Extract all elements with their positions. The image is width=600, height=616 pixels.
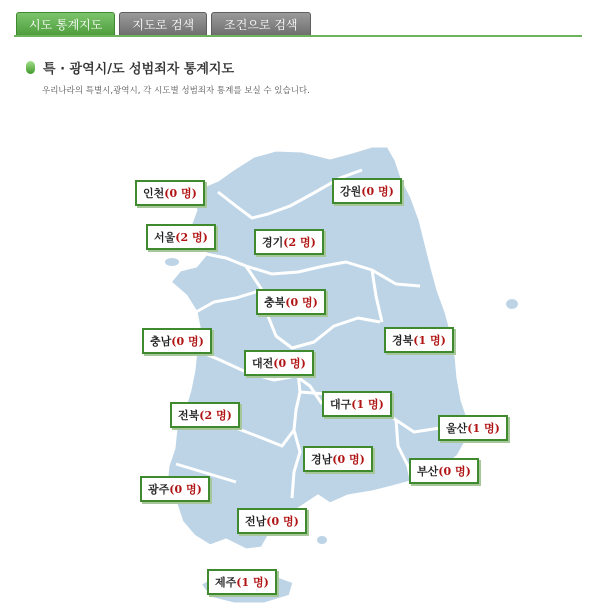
region-count: (1 명) <box>413 334 446 347</box>
region-name: 광주 <box>148 483 170 496</box>
region-label-chungnam[interactable] <box>142 328 212 354</box>
region-label-incheon[interactable] <box>135 180 205 206</box>
region-name: 경북 <box>392 334 414 347</box>
region-label-chungbuk[interactable] <box>256 289 326 315</box>
region-label-seoul[interactable] <box>146 224 216 250</box>
region-count: (2 명) <box>199 409 232 422</box>
region-label-gwangju[interactable] <box>140 476 210 502</box>
island-shape <box>165 258 179 266</box>
region-name: 강원 <box>340 185 362 198</box>
region-count: (2 명) <box>175 231 208 244</box>
region-count: (0 명) <box>164 187 197 200</box>
region-label-ulsan[interactable] <box>438 415 508 441</box>
region-name: 경기 <box>262 236 284 249</box>
region-label-jeonnam[interactable] <box>237 508 307 534</box>
tab-province-stats-map[interactable]: 시도 통계지도 <box>16 12 115 36</box>
region-count: (2 명) <box>283 236 316 249</box>
tab-search-by-conditions[interactable]: 조건으로 검색 <box>211 12 310 36</box>
region-label-busan[interactable] <box>409 458 479 484</box>
region-name: 충남 <box>150 335 172 348</box>
region-name: 충북 <box>264 296 286 309</box>
island-shape <box>317 536 327 544</box>
region-label-gyeongbuk[interactable] <box>384 327 454 353</box>
region-name: 서울 <box>154 231 176 244</box>
tab-search-by-map[interactable]: 지도로 검색 <box>119 12 207 36</box>
region-count: (0 명) <box>273 357 306 370</box>
region-name: 대구 <box>330 398 352 411</box>
page-description: 우리나라의 특별시,광역시, 각 시도별 성범죄자 통계를 보실 수 있습니다. <box>42 86 310 96</box>
region-count: (0 명) <box>171 335 204 348</box>
ulleungdo-shape <box>506 299 518 309</box>
region-label-jeju[interactable] <box>207 569 277 595</box>
region-count: (0 명) <box>285 296 318 309</box>
region-count: (1 명) <box>351 398 384 411</box>
region-count: (1 명) <box>236 576 269 589</box>
region-name: 인천 <box>143 187 165 200</box>
region-name: 부산 <box>417 465 439 478</box>
region-count: (0 명) <box>332 453 365 466</box>
region-label-daegu[interactable] <box>322 391 392 417</box>
page-title: 특 · 광역시/도 성범죄자 통계지도 <box>43 62 235 77</box>
region-name: 경남 <box>311 453 333 466</box>
region-label-gyeonggi[interactable] <box>254 229 324 255</box>
region-label-gyeongnam[interactable] <box>303 446 373 472</box>
region-name: 전북 <box>178 409 200 422</box>
region-name: 울산 <box>446 422 468 435</box>
region-count: (0 명) <box>169 483 202 496</box>
region-count: (1 명) <box>467 422 500 435</box>
region-label-daejeon[interactable] <box>244 350 314 376</box>
region-name: 대전 <box>252 357 274 370</box>
region-count: (0 명) <box>361 185 394 198</box>
region-label-gangwon[interactable] <box>332 178 402 204</box>
region-name: 제주 <box>215 576 237 589</box>
region-count: (0 명) <box>266 515 299 528</box>
region-count: (0 명) <box>438 465 471 478</box>
region-label-jeonbuk[interactable] <box>170 402 240 428</box>
region-name: 전남 <box>245 515 267 528</box>
